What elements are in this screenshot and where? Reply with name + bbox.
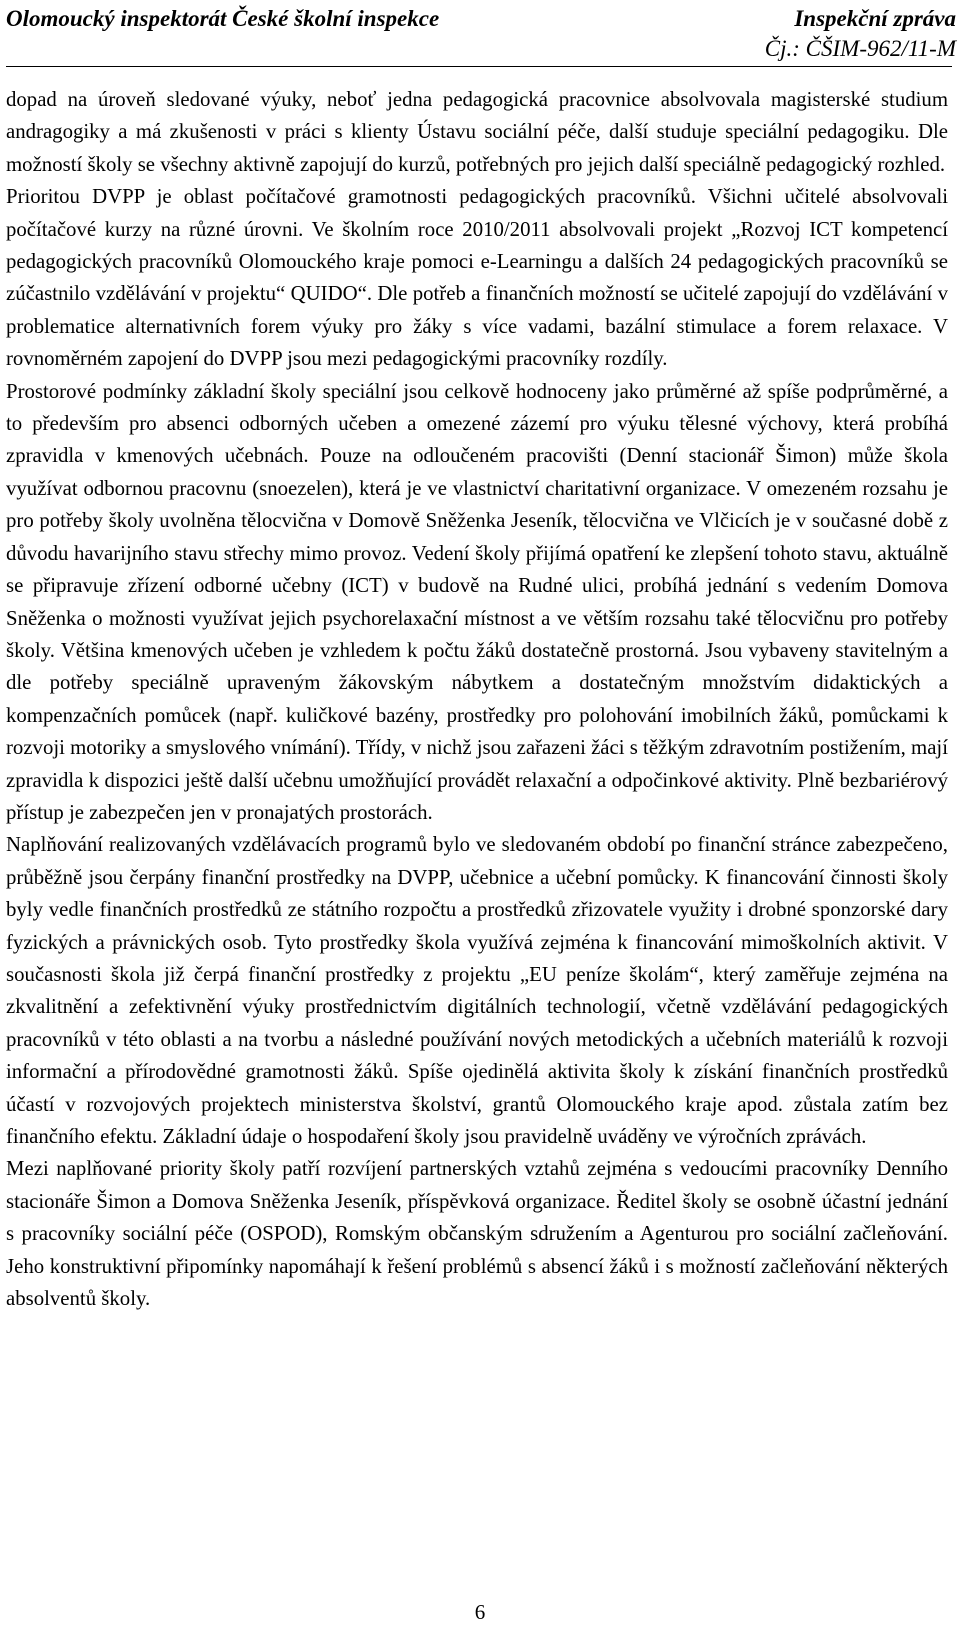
header-right-block (765, 4, 956, 64)
paragraph-dvpp-continuation: dopad na úroveň sledované výuky, neboť jedna pedagogická pracovnice absolvovala magisterské studium andragogiky a má zkušenosti v práci s klienty Ústavu sociální péče, další studuje speciální pedagogiku. Dle možností školy se všechny aktivně zapojují do kurzů, potřebných pro jejich další speciálně pedagogický rozhled. (6, 88, 948, 176)
header-organization: Olomoucký inspektorát České školní inspekce (6, 6, 440, 31)
paragraph-spatial-conditions: Prostorové podmínky základní školy speciální jsou celkově hodnoceny jako průměrné až spíše podprůměrné, a to především pro absenci odborných učeben a omezené zázemí pro výuku tělesné výchovy, která probíhá zpravidla v kmenových učebnách. Pouze na odloučeném pracovišti (Denní stacionář Šimon) může škola využívat odbornou pracovnu (snoezelen), která je ve vlastnictví charitativní organizace. V omezeném rozsahu je pro potřeby školy uvolněna tělocvična v Domově Sněženka Jeseník, tělocvična ve Vlčicích je v současné době z důvodu havarijního stavu střechy mimo provoz. Vedení školy přijímá opatření ke zlepšení tohoto stavu, aktuálně se připravuje zřízení odborné učebny (ICT) v budově na Rudné ulici, probíhá jednání s vedením Domova Sněženka o možnosti využívat jejich psychorelaxační místnost a ve větším rozsahu také tělocvičnu pro potřeby školy. Většina kmenových učeben je vzhledem k počtu žáků dostatečně prostorná. Jsou vybaveny stavitelným a dle potřeby speciálně upraveným žákovským nábytkem a dostatečným množstvím didaktických a kompenzačních pomůcek (např. kuličkové bazény, prostředky pro polohování imobilních žáků, pomůckami k rozvoji motoriky a smyslového vnímání). Třídy, v nichž jsou zařazeni žáci s těžkým zdravotním postižením, mají zpravidla k dispozici ještě další učebnu umožňující provádět relaxační a odpočinkové aktivity. Plně bezbariérový přístup je zabezpečen jen v pronajatých prostorách. (6, 379, 948, 824)
paragraph-dvpp-priority: Prioritou DVPP je oblast počítačové gramotnosti pedagogických pracovníků. Všichni učitelé absolvovali počítačové kurzy na různé úrovni. Ve školním roce 2010/2011 absolvovali projekt „Rozvoj ICT kompetencí pedagogických pracovníků Olomouckého kraje pomoci e-Learningu a dalších 24 pedagogických pracovníků se zúčastnilo vzdělávání v projektu“ QUIDO“. Dle potřeb a finančních možností se učitelé zapojují do vzdělávání v problematice alternativních forem výuky pro žáky s více vadami, bazální stimulace a forem relaxace. V rovnoměrném zapojení do DVPP jsou mezi pedagogickými pracovníky rozdíly. (6, 185, 948, 371)
header-reference-number: Čj.: ČŠIM-962/11-M (764, 36, 956, 61)
body-text (6, 84, 948, 1315)
page-header (6, 4, 956, 72)
header-divider (6, 66, 952, 67)
paragraph-financing: Naplňování realizovaných vzdělávacích programů bylo ve sledovaném období po finanční stránce zabezpečeno, průběžně jsou čerpány finanční prostředky na DVPP, učebnice a učební pomůcky. K financování činnosti školy byly vedle finančních prostředků ze státního rozpočtu a prostředků zřizovatele využity i drobné sponzorské dary fyzických a právnických osob. Tyto prostředky škola využívá zejména k financování mimoškolních aktivit. V současnosti škola již čerpá finanční prostředky z projektu „EU peníze školám“, který zaměřuje zejména na zkvalitnění a zefektivnění výuky prostřednictvím digitálních technologií, včetně vzdělávání pedagogických pracovníků v této oblasti a na tvorbu a následné používání nových metodických a učebních materiálů k rozvoji informační a přírodovědné gramotnosti žáků. Spíše ojedinělá aktivita školy k získání finančních prostředků účastí v rozvojových projektech ministerstva školství, grantů Olomouckého kraje apod. zůstala zatím bez finančního efektu. Základní údaje o hospodaření školy jsou pravidelně uváděny ve výročních zprávách. (6, 833, 948, 1148)
page-number: 6 (474, 1600, 486, 1624)
paragraph-partnerships: Mezi naplňované priority školy patří rozvíjení partnerských vztahů zejména s vedoucími pracovníky Denního stacionáře Šimon a Domova Sněženka Jeseník, příspěvková organizace. Ředitel školy se osobně účastní jednání s pracovníky sociální péče (OSPOD), Romským občanským sdružením a Agenturou pro sociální začleňování. Jeho konstruktivní připomínky napomáhají k řešení problémů s absencí žáků i s možností začleňování některých absolventů školy. (6, 1157, 948, 1311)
header-document-type: Inspekční zpráva (794, 6, 956, 31)
